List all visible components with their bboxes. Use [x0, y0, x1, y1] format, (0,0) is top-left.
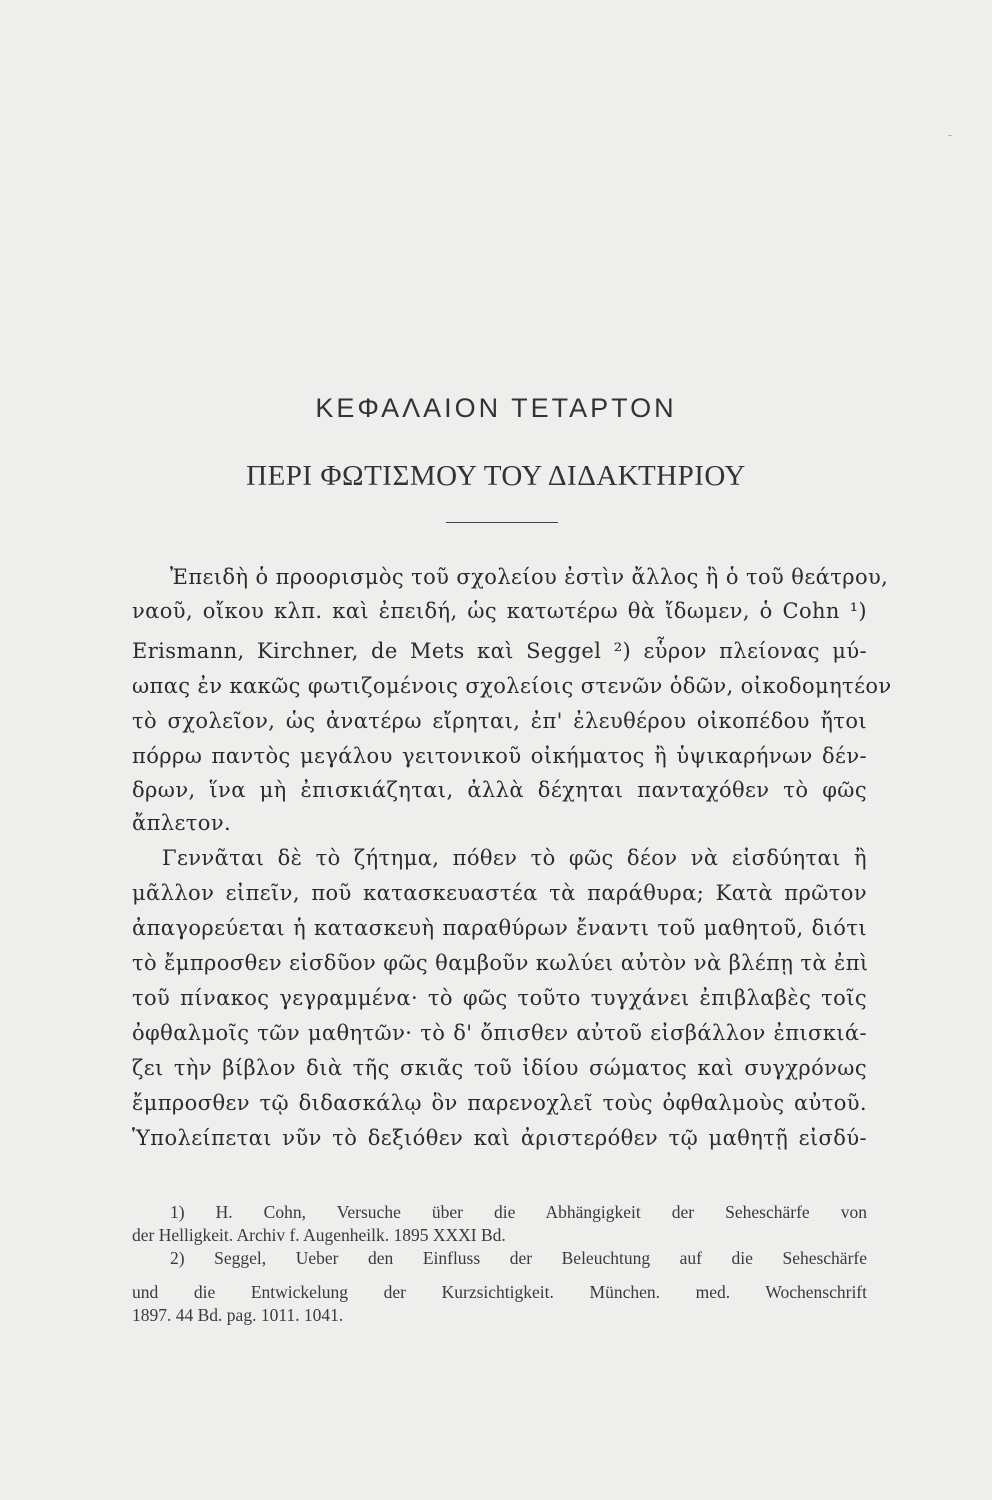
section-title: ΠΕΡΙ ΦΩΤΙΣΜΟΥ ΤΟΥ ΔΙΔΑΚΤΗΡΙΟΥ — [246, 460, 746, 492]
body-line: Ὑπολείπεται νῦν τὸ δεξιόθεν καὶ ἀριστερόθεν τῷ μαθητῇ εἰσδύ- — [132, 1126, 867, 1150]
title-divider — [446, 522, 558, 523]
footnote-line: und die Entwickelung der Kurzsichtigkeit. München. med. Wochenschrift — [132, 1282, 867, 1302]
body-line: ἔμπροσθεν τῷ διδασκάλῳ ὃν παρενοχλεῖ τοὺς ὀφθαλμοὺς αὐτοῦ. — [132, 1091, 867, 1115]
body-line: πόρρω παντὸς μεγάλου γειτονικοῦ οἰκήματος ἢ ὑψικαρήνων δέν- — [132, 744, 867, 768]
body-line: ἄπλετον. — [132, 811, 232, 835]
body-line: μᾶλλον εἰπεῖν, ποῦ κατασκευαστέα τὰ παράθυρα; Κατὰ πρῶτον — [132, 881, 867, 905]
edge-mark: - — [948, 128, 953, 142]
body-line: ναοῦ, οἴκου κλπ. καὶ ἐπειδή, ὡς κατωτέρω θὰ ἴδωμεν, ὁ Cohn ¹) — [132, 599, 867, 623]
body-line: τοῦ πίνακος γεγραμμένα· τὸ φῶς τοῦτο τυγχάνει ἐπιβλαβὲς τοῖς — [132, 986, 867, 1010]
footnote-line: der Helligkeit. Archiv f. Augenheilk. 1895 XXXI Bd. — [132, 1225, 506, 1245]
body-line: Erismann, Kirchner, de Mets καὶ Seggel ²) εὗρον πλείονας μύ- — [132, 639, 867, 663]
body-line: ωπας ἐν κακῶς φωτιζομένοις σχολείοις στενῶν ὁδῶν, οἰκοδομητέον — [132, 674, 892, 698]
body-line: ζει τὴν βίβλον διὰ τῆς σκιᾶς τοῦ ἰδίου σώματος καὶ συγχρόνως — [132, 1056, 867, 1080]
footnote-line: 2) Seggel, Ueber den Einfluss der Beleuchtung auf die Seheschärfe — [170, 1248, 867, 1268]
body-line: τὸ ἔμπροσθεν εἰσδῦον φῶς θαμβοῦν κωλύει αὐτὸν νὰ βλέπῃ τὰ ἐπὶ — [132, 951, 869, 975]
body-line: Γεννᾶται δὲ τὸ ζήτημα, πόθεν τὸ φῶς δέον νὰ εἰσδύηται ἢ — [162, 846, 867, 870]
footnote-line: 1) H. Cohn, Versuche über die Abhängigkeit der Seheschärfe von — [170, 1202, 867, 1222]
body-line: δρων, ἵνα μὴ ἐπισκιάζηται, ἀλλὰ δέχηται πανταχόθεν τὸ φῶς — [132, 778, 867, 802]
body-line: Ἐπειδὴ ὁ προορισμὸς τοῦ σχολείου ἐστὶν ἄλλος ἢ ὁ τοῦ θεάτρου, — [170, 565, 889, 589]
footnote-line: 1897. 44 Bd. pag. 1011. 1041. — [132, 1305, 344, 1325]
body-line: ἀπαγορεύεται ἡ κατασκευὴ παραθύρων ἔναντι τοῦ μαθητοῦ, διότι — [132, 916, 867, 940]
body-line: ὀφθαλμοῖς τῶν μαθητῶν· τὸ δ' ὄπισθεν αὐτοῦ εἰσβάλλον ἐπισκιά- — [132, 1021, 867, 1045]
chapter-heading: ΚΕΦΑΛΑΙΟΝ ΤΕΤΑΡΤΟΝ — [315, 393, 677, 423]
body-line: τὸ σχολεῖον, ὡς ἀνατέρω εἴρηται, ἐπ' ἐλευθέρου οἰκοπέδου ἤτοι — [132, 709, 867, 733]
